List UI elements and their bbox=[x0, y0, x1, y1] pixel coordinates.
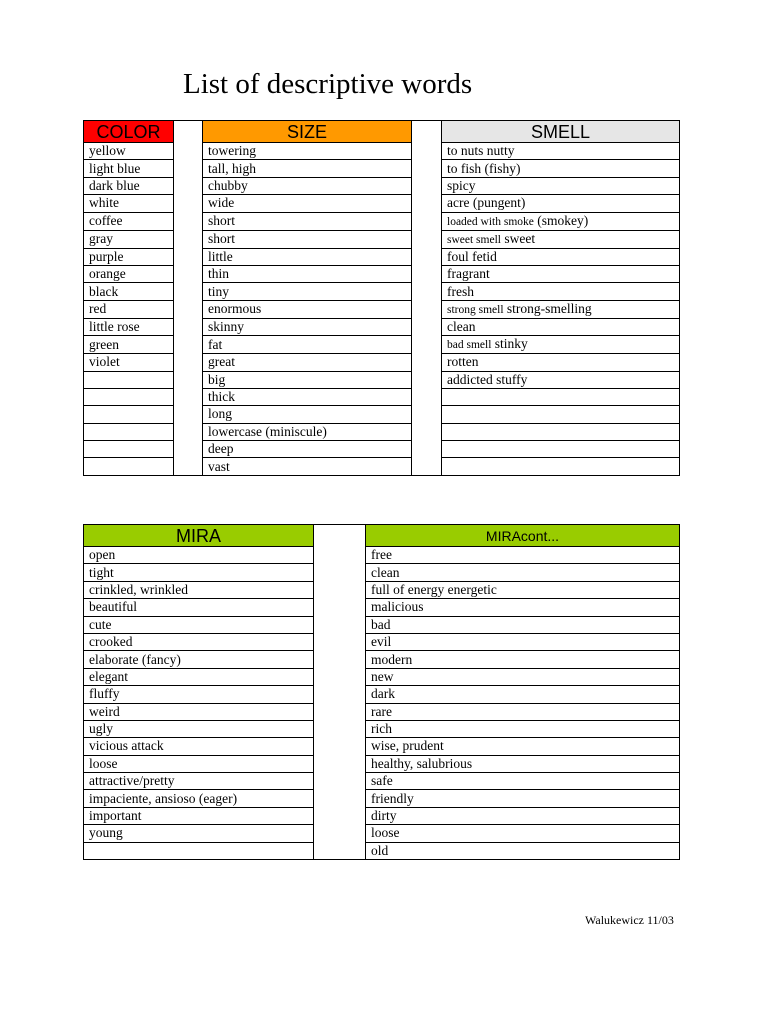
table-row bbox=[84, 755, 680, 772]
mira-word: open bbox=[84, 547, 314, 564]
column-gap bbox=[412, 318, 442, 335]
mira-word: attractive/pretty bbox=[84, 773, 314, 790]
color-word: purple bbox=[84, 248, 174, 265]
column-gap bbox=[174, 177, 203, 194]
table-row bbox=[84, 599, 680, 616]
smell-word bbox=[442, 283, 680, 300]
size-word: vast bbox=[203, 458, 412, 475]
mira-word: elaborate (fancy) bbox=[84, 651, 314, 668]
column-gap bbox=[174, 230, 203, 248]
size-word: skinny bbox=[203, 318, 412, 335]
page-title: List of descriptive words bbox=[183, 68, 473, 100]
table-row bbox=[84, 807, 680, 824]
color-word: yellow bbox=[84, 143, 174, 160]
table-row bbox=[84, 143, 680, 160]
mira-word: tight bbox=[84, 564, 314, 581]
mira-word: crooked bbox=[84, 633, 314, 650]
miracont-header: MIRAcont... bbox=[366, 525, 680, 547]
miracont-word: safe bbox=[366, 773, 680, 790]
size-word: fat bbox=[203, 336, 412, 354]
table-row bbox=[84, 616, 680, 633]
smell-word-text: foul fetid bbox=[447, 248, 497, 264]
smell-word bbox=[442, 300, 680, 318]
table-row bbox=[84, 406, 680, 423]
mira-word: important bbox=[84, 807, 314, 824]
smell-word bbox=[442, 230, 680, 248]
column-gap bbox=[174, 265, 203, 282]
mira-word: impaciente, ansioso (eager) bbox=[84, 790, 314, 807]
column-gap bbox=[412, 212, 442, 230]
column-gap bbox=[412, 265, 442, 282]
column-gap bbox=[314, 738, 366, 755]
size-word: little bbox=[203, 248, 412, 265]
table-row bbox=[84, 703, 680, 720]
color-word bbox=[84, 423, 174, 440]
miracont-word: free bbox=[366, 547, 680, 564]
column-gap bbox=[174, 300, 203, 318]
column-gap bbox=[314, 633, 366, 650]
table-row bbox=[84, 720, 680, 737]
smell-header: SMELL bbox=[442, 121, 680, 143]
table-row bbox=[84, 388, 680, 405]
column-gap bbox=[412, 230, 442, 248]
smell-word bbox=[442, 406, 680, 423]
color-word bbox=[84, 371, 174, 388]
size-header: SIZE bbox=[203, 121, 412, 143]
size-word: short bbox=[203, 212, 412, 230]
footer-credit: Walukewicz 11/03 bbox=[585, 913, 674, 927]
smell-word bbox=[442, 248, 680, 265]
size-word: thin bbox=[203, 265, 412, 282]
table-row bbox=[84, 248, 680, 265]
miracont-word: rich bbox=[366, 720, 680, 737]
mira-word: ugly bbox=[84, 720, 314, 737]
smell-word bbox=[442, 371, 680, 388]
column-gap bbox=[314, 703, 366, 720]
smell-word-extra: strong-smelling bbox=[503, 300, 592, 316]
color-word: orange bbox=[84, 265, 174, 282]
table-row bbox=[84, 458, 680, 475]
color-word: violet bbox=[84, 354, 174, 371]
column-gap bbox=[412, 300, 442, 318]
column-gap bbox=[174, 143, 203, 160]
size-word: lowercase (miniscule) bbox=[203, 423, 412, 440]
table-row bbox=[84, 318, 680, 335]
smell-word-text: sweet smell bbox=[447, 233, 501, 246]
table-row bbox=[84, 738, 680, 755]
color-word bbox=[84, 406, 174, 423]
miracont-word: dirty bbox=[366, 807, 680, 824]
smell-word-text: fragrant bbox=[447, 266, 490, 282]
color-word: dark blue bbox=[84, 177, 174, 194]
smell-word bbox=[442, 177, 680, 194]
table-row bbox=[84, 371, 680, 388]
table-row bbox=[84, 564, 680, 581]
smell-word bbox=[442, 318, 680, 335]
mira-word: loose bbox=[84, 755, 314, 772]
table-row bbox=[84, 686, 680, 703]
size-word: long bbox=[203, 406, 412, 423]
column-gap bbox=[314, 599, 366, 616]
size-word: towering bbox=[203, 143, 412, 160]
size-word: chubby bbox=[203, 177, 412, 194]
column-gap bbox=[314, 651, 366, 668]
miracont-word: old bbox=[366, 842, 680, 859]
size-word: deep bbox=[203, 441, 412, 458]
column-gap bbox=[314, 564, 366, 581]
color-word: gray bbox=[84, 230, 174, 248]
smell-word-text: fresh bbox=[447, 283, 474, 299]
size-word: great bbox=[203, 354, 412, 371]
column-gap bbox=[314, 720, 366, 737]
column-gap bbox=[174, 406, 203, 423]
mira-header: MIRA bbox=[84, 525, 314, 547]
smell-word bbox=[442, 336, 680, 354]
smell-word-extra: stinky bbox=[491, 336, 528, 352]
miracont-word: loose bbox=[366, 825, 680, 842]
smell-word-text: to fish (fishy) bbox=[447, 160, 521, 176]
size-word: wide bbox=[203, 195, 412, 212]
miracont-word: clean bbox=[366, 564, 680, 581]
mira-word: vicious attack bbox=[84, 738, 314, 755]
mira-word bbox=[84, 842, 314, 859]
miracont-word: friendly bbox=[366, 790, 680, 807]
smell-word bbox=[442, 354, 680, 371]
miracont-word: wise, prudent bbox=[366, 738, 680, 755]
column-gap bbox=[314, 790, 366, 807]
table-row bbox=[84, 300, 680, 318]
color-word: white bbox=[84, 195, 174, 212]
size-word: big bbox=[203, 371, 412, 388]
column-gap bbox=[174, 388, 203, 405]
table-row bbox=[84, 177, 680, 194]
column-gap bbox=[174, 212, 203, 230]
size-word: thick bbox=[203, 388, 412, 405]
table-row bbox=[84, 581, 680, 598]
smell-word-text: clean bbox=[447, 318, 476, 334]
smell-word bbox=[442, 458, 680, 475]
column-gap bbox=[314, 547, 366, 564]
smell-word-extra: sweet bbox=[500, 230, 536, 246]
mira-word: cute bbox=[84, 616, 314, 633]
color-word bbox=[84, 388, 174, 405]
color-word bbox=[84, 458, 174, 475]
column-gap bbox=[314, 755, 366, 772]
column-gap bbox=[314, 616, 366, 633]
table-row bbox=[84, 265, 680, 282]
table-row bbox=[84, 842, 680, 859]
miracont-word: malicious bbox=[366, 599, 680, 616]
smell-word bbox=[442, 423, 680, 440]
table-row bbox=[84, 825, 680, 842]
miracont-word: bad bbox=[366, 616, 680, 633]
column-gap bbox=[412, 441, 442, 458]
mira-table bbox=[83, 524, 680, 860]
mira-word: beautiful bbox=[84, 599, 314, 616]
column-gap bbox=[174, 441, 203, 458]
table-row bbox=[84, 195, 680, 212]
column-gap bbox=[412, 371, 442, 388]
table-row bbox=[84, 651, 680, 668]
column-gap bbox=[412, 283, 442, 300]
smell-word-text: to nuts nutty bbox=[447, 143, 515, 159]
table-row bbox=[84, 230, 680, 248]
color-word: coffee bbox=[84, 212, 174, 230]
column-gap bbox=[412, 248, 442, 265]
table-row bbox=[84, 547, 680, 564]
column-gap bbox=[314, 686, 366, 703]
table-row bbox=[84, 354, 680, 371]
table-row bbox=[84, 336, 680, 354]
miracont-word: rare bbox=[366, 703, 680, 720]
smell-word bbox=[442, 195, 680, 212]
miracont-word: dark bbox=[366, 686, 680, 703]
descriptive-words-table bbox=[83, 120, 680, 476]
color-header: COLOR bbox=[84, 121, 174, 143]
miracont-word: modern bbox=[366, 651, 680, 668]
column-gap bbox=[412, 458, 442, 475]
color-word: red bbox=[84, 300, 174, 318]
column-gap bbox=[174, 195, 203, 212]
table-row bbox=[84, 283, 680, 300]
column-gap bbox=[174, 318, 203, 335]
column-gap bbox=[412, 177, 442, 194]
column-gap bbox=[314, 668, 366, 685]
column-gap bbox=[412, 336, 442, 354]
miracont-word: full of energy energetic bbox=[366, 581, 680, 598]
column-gap bbox=[412, 423, 442, 440]
mira-word: elegant bbox=[84, 668, 314, 685]
mira-word: weird bbox=[84, 703, 314, 720]
smell-word-extra: (smokey) bbox=[533, 212, 589, 228]
column-gap bbox=[174, 160, 203, 177]
mira-word: crinkled, wrinkled bbox=[84, 581, 314, 598]
smell-word bbox=[442, 143, 680, 160]
column-gap bbox=[314, 581, 366, 598]
color-word: little rose bbox=[84, 318, 174, 335]
color-word: green bbox=[84, 336, 174, 354]
column-gap bbox=[412, 354, 442, 371]
column-gap bbox=[412, 160, 442, 177]
column-gap bbox=[412, 143, 442, 160]
column-gap bbox=[412, 388, 442, 405]
table-row bbox=[84, 212, 680, 230]
miracont-word: new bbox=[366, 668, 680, 685]
smell-word-text: spicy bbox=[447, 177, 476, 193]
size-word: tiny bbox=[203, 283, 412, 300]
mira-word: young bbox=[84, 825, 314, 842]
column-gap bbox=[174, 371, 203, 388]
column-gap bbox=[314, 773, 366, 790]
mira-word: fluffy bbox=[84, 686, 314, 703]
table-row bbox=[84, 423, 680, 440]
smell-word-text: strong smell bbox=[447, 303, 504, 316]
smell-word bbox=[442, 265, 680, 282]
column-gap bbox=[174, 458, 203, 475]
table-row bbox=[84, 790, 680, 807]
size-word: enormous bbox=[203, 300, 412, 318]
smell-word-text: bad smell bbox=[447, 339, 492, 352]
smell-word bbox=[442, 212, 680, 230]
smell-word-text: acre (pungent) bbox=[447, 195, 526, 211]
size-word: short bbox=[203, 230, 412, 248]
table-row bbox=[84, 773, 680, 790]
table-row bbox=[84, 160, 680, 177]
color-word bbox=[84, 441, 174, 458]
column-gap bbox=[314, 842, 366, 859]
size-word: tall, high bbox=[203, 160, 412, 177]
column-gap bbox=[412, 406, 442, 423]
smell-word-text: addicted stuffy bbox=[447, 371, 528, 387]
miracont-word: healthy, salubrious bbox=[366, 755, 680, 772]
column-gap bbox=[174, 283, 203, 300]
smell-word-text: loaded with smoke bbox=[447, 215, 534, 228]
column-gap bbox=[174, 336, 203, 354]
smell-word-text: rotten bbox=[447, 354, 479, 370]
smell-word bbox=[442, 160, 680, 177]
miracont-word: evil bbox=[366, 633, 680, 650]
column-gap bbox=[314, 807, 366, 824]
column-gap bbox=[314, 825, 366, 842]
table-row bbox=[84, 668, 680, 685]
table-row bbox=[84, 441, 680, 458]
column-gap bbox=[174, 354, 203, 371]
column-gap bbox=[412, 195, 442, 212]
column-gap bbox=[174, 423, 203, 440]
color-word: black bbox=[84, 283, 174, 300]
smell-word bbox=[442, 441, 680, 458]
column-gap bbox=[174, 248, 203, 265]
table-row bbox=[84, 633, 680, 650]
color-word: light blue bbox=[84, 160, 174, 177]
smell-word bbox=[442, 388, 680, 405]
